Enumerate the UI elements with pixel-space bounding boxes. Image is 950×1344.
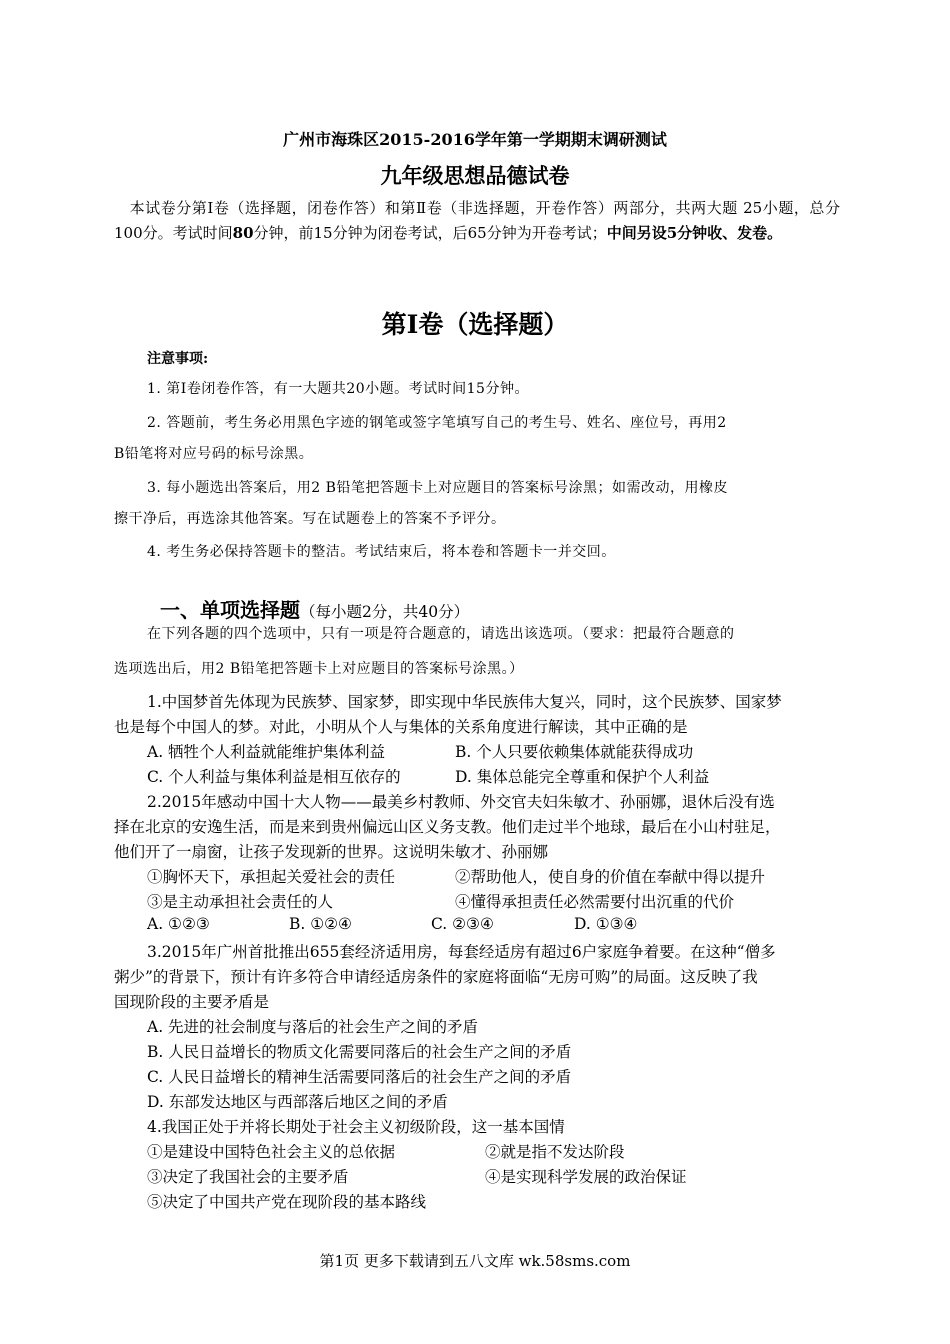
section-title: 第Ⅰ卷（选择题） xyxy=(381,310,569,339)
question-1-option-a: A. 牺牲个人利益就能维护集体利益 xyxy=(147,743,386,761)
exam-title: 广州市海珠区2015-2016学年第一学期期末调研测试 xyxy=(283,130,667,149)
notice-line: 2. 答题前，考生务必用黑色字迹的钢笔或签字笔填写自己的考生号、姓名、座位号，再用2 xyxy=(147,415,727,431)
question-2-option-a: A. ①②③ xyxy=(147,915,210,933)
question-3-stem: 3.2015年广州首批推出655套经济适用房，每套经适房有超过6户家庭争着要。在这种“僧多 xyxy=(147,943,776,961)
intro-bold-1: 80 xyxy=(232,223,254,242)
question-4-statement: ④是实现科学发展的政治保证 xyxy=(485,1168,687,1186)
notice-line: B铅笔将对应号码的标号涂黑。 xyxy=(114,446,314,462)
question-3-option-b: B. 人民日益增长的物质文化需要同落后的社会生产之间的矛盾 xyxy=(147,1043,572,1061)
question-3-stem: 国现阶段的主要矛盾是 xyxy=(114,993,270,1011)
question-4-statement: ①是建设中国特色社会主义的总依据 xyxy=(147,1143,396,1161)
question-4-statement: ⑤决定了中国共产党在现阶段的基本路线 xyxy=(147,1193,427,1211)
intro-text-2: 分钟，前15分钟为闭卷考试，后65分钟为开卷考试； xyxy=(253,223,607,242)
question-2-statement: ③是主动承担社会责任的人 xyxy=(147,893,334,911)
notice-heading: 注意事项: xyxy=(147,351,209,367)
question-4-statement: ②就是指不发达阶段 xyxy=(485,1143,625,1161)
part-one-title: 一、单项选择题 xyxy=(160,598,300,622)
instruction-line: 在下列各题的四个选项中，只有一项是符合题意的，请选出该选项。（要求：把最符合题意的 xyxy=(147,626,735,642)
intro-text-1: 本试卷分第Ⅰ卷（选择题，闭卷作答）和第Ⅱ卷（非选择题，开卷作答）两部分，共两大题 25小题，总分100分。考试时间 xyxy=(114,199,840,242)
question-2-statement: ④懂得承担责任必然需要付出沉重的代价 xyxy=(455,893,735,911)
question-3-option-a: A. 先进的社会制度与落后的社会生产之间的矛盾 xyxy=(147,1018,479,1036)
question-1-stem: 1.中国梦首先体现为民族梦、国家梦，即实现中华民族伟大复兴，同时，这个民族梦、国家梦 xyxy=(147,693,782,711)
question-2-stem: 2.2015年感动中国十大人物——最美乡村教师、外交官夫妇朱敏才、孙丽娜，退休后没有选 xyxy=(147,793,775,811)
question-3-option-c: C. 人民日益增长的精神生活需要同落后的社会生产之间的矛盾 xyxy=(147,1068,572,1086)
notice-line: 1. 第Ⅰ卷闭卷作答，有一大题共20小题。考试时间15分钟。 xyxy=(147,381,529,397)
question-2-option-c: C. ②③④ xyxy=(431,915,494,933)
instruction-line: 选项选出后，用2 B铅笔把答题卡上对应题目的答案标号涂黑。） xyxy=(114,661,524,677)
notice-line: 擦干净后，再选涂其他答案。写在试题卷上的答案不予评分。 xyxy=(114,511,506,527)
question-3-option-d: D. 东部发达地区与西部落后地区之间的矛盾 xyxy=(147,1093,448,1111)
question-1-option-c: C. 个人利益与集体利益是相互依存的 xyxy=(147,768,401,786)
question-2-statement: ②帮助他人，使自身的价值在奉献中得以提升 xyxy=(455,868,766,886)
question-2-option-b: B. ①②④ xyxy=(289,915,352,933)
notice-line: 4. 考生务必保持答题卡的整洁。考试结束后，将本卷和答题卡一并交回。 xyxy=(147,544,616,560)
question-4-stem: 4.我国正处于并将长期处于社会主义初级阶段，这一基本国情 xyxy=(147,1118,565,1136)
question-1-option-b: B. 个人只要依赖集体就能获得成功 xyxy=(455,743,694,761)
question-2-option-d: D. ①③④ xyxy=(574,915,638,933)
intro-bold-2: 中间另设5分钟收、发卷。 xyxy=(606,223,783,242)
question-2-statement: ①胸怀天下，承担起关爱社会的责任 xyxy=(147,868,396,886)
exam-subtitle: 九年级思想品德试卷 xyxy=(380,163,570,188)
part-one-score-note: （每小题2分，共40分） xyxy=(300,603,470,621)
question-2-stem: 择在北京的安逸生活，而是来到贵州偏远山区义务支教。他们走过半个地球，最后在小山村驻足， xyxy=(114,818,781,836)
exam-intro xyxy=(114,196,840,245)
question-4-statement: ③决定了我国社会的主要矛盾 xyxy=(147,1168,349,1186)
question-3-stem: 粥少”的背景下，预计有许多符合申请经适房条件的家庭将面临“无房可购”的局面。这反映了我 xyxy=(114,968,758,986)
part-one-heading xyxy=(160,594,469,623)
question-2-stem: 他们开了一扇窗，让孩子发现新的世界。这说明朱敏才、孙丽娜 xyxy=(114,843,549,861)
question-1-option-d: D. 集体总能完全尊重和保护个人利益 xyxy=(455,768,710,786)
question-1-stem: 也是每个中国人的梦。对此，小明从个人与集体的关系角度进行解读，其中正确的是 xyxy=(114,718,688,736)
page-footer: 第1页 更多下载请到五八文库 wk.58sms.com xyxy=(319,1252,631,1270)
notice-line: 3. 每小题选出答案后，用2 B铅笔把答题卡上对应题目的答案标号涂黑；如需改动，用橡皮 xyxy=(147,480,728,496)
